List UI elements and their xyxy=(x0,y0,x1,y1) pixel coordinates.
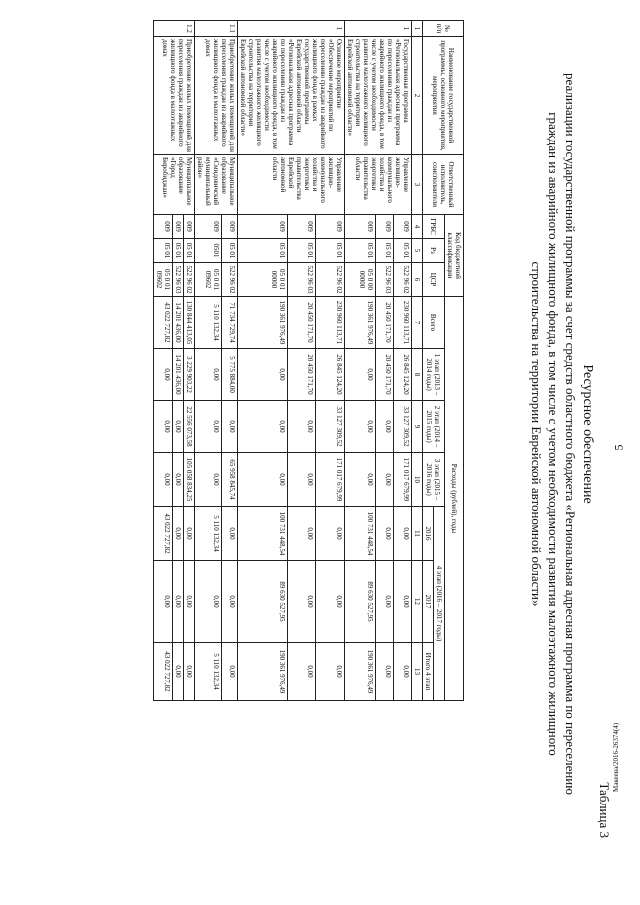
title-line-1: Ресурсное обеспечение xyxy=(580,364,595,504)
cell-2016: 0,00 xyxy=(184,507,195,561)
cell-stage2: 33 127 309,52 xyxy=(316,401,345,453)
cell-grbs: 009 xyxy=(184,215,195,239)
title-line-3: граждан из аварийного жилищного фонда, в том числе с учетом необходимости развития малоэтажного жилищного xyxy=(546,112,561,756)
row-number: 1.2 xyxy=(154,21,195,37)
cell-stage3: 0,00 xyxy=(154,453,173,507)
cell-stage4-total: 0,00 xyxy=(287,643,316,701)
header-code: Код бюджетной классификации xyxy=(445,215,464,297)
cell-grbs: 009 xyxy=(238,215,288,239)
cell-rz: 05 01 xyxy=(173,239,184,263)
cell-grbs: 009 xyxy=(222,215,238,239)
cell-stage2: 0,00 xyxy=(154,401,173,453)
cell-stage2: 0,00 xyxy=(238,401,288,453)
cell-2017: 0,00 xyxy=(316,561,345,643)
cell-total: 230 960 113,71 xyxy=(394,297,412,349)
row-number: 1.1 xyxy=(195,21,238,37)
col-index: 4 xyxy=(412,215,423,239)
cell-stage1: 0,00 xyxy=(195,349,222,401)
cell-grbs: 009 xyxy=(195,215,222,239)
cell-stage3: 0,00 xyxy=(376,453,394,507)
cell-stage4-total: 190 361 976,49 xyxy=(238,643,288,701)
table-row xyxy=(316,21,345,701)
cell-csr: 05 0 00 00000 xyxy=(345,263,376,297)
cell-total: 230 960 113,71 xyxy=(316,297,345,349)
header-stage3: 3 этап (2015 – 2016 годы) xyxy=(423,453,445,507)
table-row xyxy=(184,21,195,701)
cell-csr: 522 96 02 xyxy=(316,263,345,297)
col-index: 1 xyxy=(412,21,423,37)
cell-stage4-total: 0,00 xyxy=(222,643,238,701)
row-name: Государственная программа «Региональная адресная программа по переселению граждан из аварийного жилищного фонда, в том числе с учетом необходимости развития малоэтажного жилищного строительства на территории Еврейской автономной области» xyxy=(345,37,412,155)
cell-rz: 05 01 xyxy=(222,239,238,263)
cell-2016: 0,00 xyxy=(376,507,394,561)
cell-stage4-total: 190 361 976,49 xyxy=(345,643,376,701)
cell-2017: 0,00 xyxy=(287,561,316,643)
col-index: 5 xyxy=(412,239,423,263)
cell-stage2: 0,00 xyxy=(376,401,394,453)
cell-stage3: 0,00 xyxy=(238,453,288,507)
cell-stage2: 0,00 xyxy=(195,401,222,453)
cell-stage4-total: 43 022 727,82 xyxy=(154,643,173,701)
cell-2017: 0,00 xyxy=(376,561,394,643)
cell-stage1: 14 201 436,00 xyxy=(173,349,184,401)
cell-stage1: 20 450 171,70 xyxy=(287,349,316,401)
cell-stage2: 33 127 309,52 xyxy=(394,401,412,453)
col-index: 11 xyxy=(412,507,423,561)
cell-total: 20 450 171,70 xyxy=(376,297,394,349)
cell-stage1: 20 450 171,70 xyxy=(376,349,394,401)
cell-stage3: 171 017 679,99 xyxy=(394,453,412,507)
col-index: 12 xyxy=(412,561,423,643)
cell-stage3: 0,00 xyxy=(195,453,222,507)
col-index: 2 xyxy=(412,37,423,155)
cell-2016: 0,00 xyxy=(287,507,316,561)
cell-2016: 0,00 xyxy=(394,507,412,561)
cell-rz: 05 01 xyxy=(154,239,173,263)
header-stage4-total: Итого 4 этап xyxy=(423,643,434,701)
row-executor: Управление жилищно-коммунального хозяйства и энергетики правительства области xyxy=(345,155,412,215)
cell-stage2: 0,00 xyxy=(345,401,376,453)
cell-total: 190 361 976,49 xyxy=(345,297,376,349)
cell-2017: 0,00 xyxy=(184,561,195,643)
cell-total: 14 201 436,00 xyxy=(173,297,184,349)
cell-total: 190 361 976,49 xyxy=(238,297,288,349)
cell-csr: 05 0 01 00000 xyxy=(238,263,288,297)
cell-grbs: 009 xyxy=(287,215,316,239)
cell-csr: 05 0 01 09602 xyxy=(154,263,173,297)
col-index: 7 xyxy=(412,297,423,349)
col-index: 9 xyxy=(412,401,423,453)
cell-grbs: 009 xyxy=(316,215,345,239)
cell-csr: 522 96 02 xyxy=(222,263,238,297)
cell-stage1: 3 229 903,22 xyxy=(184,349,195,401)
col-index: 6 xyxy=(412,263,423,297)
cell-total: 71 734 729,74 xyxy=(222,297,238,349)
cell-csr: 522 96 03 xyxy=(287,263,316,297)
header-executor: Ответственный исполнитель, соисполнители xyxy=(423,155,464,215)
header-num: № п/п xyxy=(423,21,464,37)
document-header xyxy=(464,14,614,844)
cell-rz: 05 01 xyxy=(184,239,195,263)
cell-2016: 0,00 xyxy=(173,507,184,561)
row-executor: Муниципальное образование «Город Биробиджан» xyxy=(154,155,195,215)
cell-csr: 522 96 03 xyxy=(173,263,184,297)
document-footer: Макеева/2016-26374(4) xyxy=(612,722,620,792)
document-title xyxy=(528,54,596,814)
cell-stage4-total: 5 110 132,34 xyxy=(195,643,222,701)
cell-2017: 0,00 xyxy=(195,561,222,643)
col-index: 8 xyxy=(412,349,423,401)
cell-stage3: 65 958 845,74 xyxy=(222,453,238,507)
cell-2017: 0,00 xyxy=(222,561,238,643)
cell-stage3: 105 058 834,25 xyxy=(184,453,195,507)
resource-table xyxy=(153,20,464,701)
cell-2016: 43 022 727,82 xyxy=(154,507,173,561)
cell-2017: 89 630 527,95 xyxy=(345,561,376,643)
header-total: Всего xyxy=(423,297,445,349)
cell-stage4-total: 0,00 xyxy=(394,643,412,701)
cell-stage2: 22 556 073,58 xyxy=(184,401,195,453)
cell-grbs: 009 xyxy=(154,215,173,239)
cell-2017: 89 630 527,95 xyxy=(238,561,288,643)
cell-grbs: 009 xyxy=(173,215,184,239)
cell-stage1: 0,00 xyxy=(345,349,376,401)
cell-stage2: 0,00 xyxy=(222,401,238,453)
cell-2017: 0,00 xyxy=(154,561,173,643)
row-executor: Муниципальное образование «Смидовичский муниципальный район» xyxy=(195,155,238,215)
cell-grbs: 009 xyxy=(345,215,376,239)
cell-stage3: 0,00 xyxy=(287,453,316,507)
header-stage2: 2 этап (2014 – 2015 годы) xyxy=(423,401,445,453)
cell-csr: 05 0 01 09602 xyxy=(195,263,222,297)
cell-2016: 100 731 448,54 xyxy=(345,507,376,561)
table-row xyxy=(222,21,238,701)
col-index: 3 xyxy=(412,155,423,215)
cell-csr: 522 96 02 xyxy=(184,263,195,297)
cell-stage1: 26 845 124,20 xyxy=(316,349,345,401)
cell-total: 130 844 413,05 xyxy=(184,297,195,349)
cell-rz: 05 01 xyxy=(287,239,316,263)
table-row xyxy=(394,21,412,701)
cell-total: 5 110 132,34 xyxy=(195,297,222,349)
cell-stage3: 171 017 679,99 xyxy=(316,453,345,507)
cell-stage1: 0,00 xyxy=(154,349,173,401)
cell-total: 20 450 171,70 xyxy=(287,297,316,349)
cell-2016: 100 731 448,54 xyxy=(238,507,288,561)
header-name: Наименование государственной программы, основного мероприятия, мероприятия xyxy=(423,37,464,155)
cell-stage4-total: 0,00 xyxy=(173,643,184,701)
col-index: 10 xyxy=(412,453,423,507)
cell-grbs: 009 xyxy=(394,215,412,239)
cell-2016: 5 110 132,34 xyxy=(195,507,222,561)
header-2016: 2016 xyxy=(423,507,434,561)
header-2017: 2017 xyxy=(423,561,434,643)
cell-rz: 05 01 xyxy=(316,239,345,263)
cell-rz: 05 01 xyxy=(238,239,288,263)
table-label: Таблица 3 xyxy=(597,782,612,838)
header-rz: Рз xyxy=(423,239,445,263)
rotated-page xyxy=(14,14,614,844)
cell-stage3: 0,00 xyxy=(173,453,184,507)
header-stage1: 1 этап (2013 – 2014 годы) xyxy=(423,349,445,401)
row-name: Основное мероприятие «Обеспечение мероприятий по переселению граждан из аварийного жилищного фонда в рамках государственной программы Еврейской автономной области «Региональная адресная программа по переселению граждан из аварийного жилищного фонда, в том числе с учетом необходимости развития малоэтажного жилищного строительства на территории Еврейской автономной области» xyxy=(238,37,345,155)
row-number: 1 xyxy=(345,21,412,37)
cell-2016: 0,00 xyxy=(316,507,345,561)
cell-stage4-total: 0,00 xyxy=(316,643,345,701)
row-executor: Управление жилищно-коммунального хозяйства и энергетики правительства Еврейской автономной области xyxy=(238,155,345,215)
row-number: 1 xyxy=(238,21,345,37)
cell-stage2: 0,00 xyxy=(173,401,184,453)
title-line-4: строительства на территории Еврейской автономной области» xyxy=(529,261,544,607)
row-name: Приобретение жилых помещений для переселения граждан из аварийного жилищного фонда в малоэтажных домах xyxy=(154,37,195,155)
table-head xyxy=(412,21,464,701)
cell-stage1: 0,00 xyxy=(238,349,288,401)
cell-2017: 0,00 xyxy=(173,561,184,643)
row-name: Приобретение жилых помещений для переселения граждан из аварийного жилищного фонда в малоэтажных домах xyxy=(195,37,238,155)
header-grbs: ГРБС xyxy=(423,215,445,239)
cell-csr: 522 96 03 xyxy=(376,263,394,297)
cell-rz: 05 01 xyxy=(376,239,394,263)
cell-rz: 0501 xyxy=(195,239,222,263)
header-expenses: Расходы (рублей), годы xyxy=(445,297,464,701)
cell-stage1: 26 845 124,20 xyxy=(394,349,412,401)
cell-stage4-total: 0,00 xyxy=(184,643,195,701)
title-line-2: реализации государственной программы за счет средств областного бюджета «Региональная адресная программа по переселению xyxy=(563,73,578,795)
col-index: 13 xyxy=(412,643,423,701)
cell-grbs: 009 xyxy=(376,215,394,239)
cell-stage1: 5 775 884,00 xyxy=(222,349,238,401)
table-body xyxy=(154,21,412,701)
cell-2016: 0,00 xyxy=(222,507,238,561)
cell-rz: 05 01 xyxy=(345,239,376,263)
cell-2017: 0,00 xyxy=(394,561,412,643)
cell-csr: 522 96 02 xyxy=(394,263,412,297)
page-number: 5 xyxy=(611,444,626,451)
header-stage4: 4 этап (2016 – 2017 годы) xyxy=(434,507,445,701)
cell-stage4-total: 0,00 xyxy=(376,643,394,701)
cell-total: 43 022 727,82 xyxy=(154,297,173,349)
cell-stage3: 0,00 xyxy=(345,453,376,507)
cell-stage2: 0,00 xyxy=(287,401,316,453)
cell-rz: 05 01 xyxy=(394,239,412,263)
header-csr: ЦСР xyxy=(423,263,445,297)
